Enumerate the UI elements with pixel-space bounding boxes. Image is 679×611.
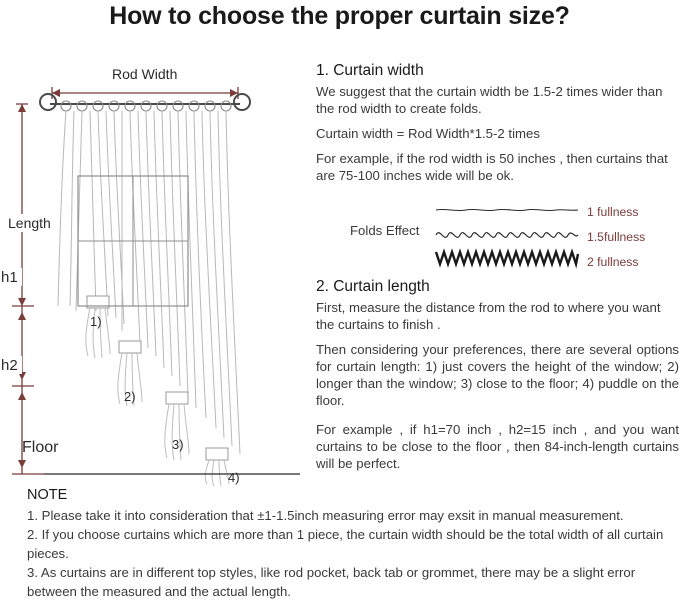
note-block xyxy=(27,487,667,601)
section-1-heading: 1. Curtain width xyxy=(316,62,424,79)
note-line-2: 2. If you choose curtains which are more than 1 piece, the curtain width should be the total width of all curtain pieces. xyxy=(27,527,664,561)
page-title: How to choose the proper curtain size? xyxy=(109,2,570,30)
svg-text:h2: h2 xyxy=(1,357,18,374)
svg-text:1): 1) xyxy=(90,314,102,329)
section-1-paragraph-2: For example, if the rod width is 50 inches , then curtains that are 75-100 inches wide will be ok. xyxy=(316,151,668,183)
svg-text:4): 4) xyxy=(228,470,240,485)
instructions-column xyxy=(316,62,679,472)
section-1-paragraph-1: We suggest that the curtain width be 1.5-2 times wider than the rod width to create folds. xyxy=(316,84,663,116)
note-title: NOTE xyxy=(27,487,68,503)
curtain-diagram xyxy=(0,56,320,486)
section-2-paragraph-1: First, measure the distance from the rod to where you want the curtains to finish . xyxy=(316,300,661,332)
section-1-formula: Curtain width = Rod Width*1.5-2 times xyxy=(316,126,540,141)
section-2-paragraph-2: Then considering your preferences, there are several options for curtain length: 1) just covers the height of the window; 2) longer than the window; 3) close to the floor; 4) puddle on the floor. xyxy=(316,342,679,408)
svg-text:h1: h1 xyxy=(1,269,18,286)
svg-text:Length: Length xyxy=(8,215,51,231)
svg-text:2): 2) xyxy=(124,389,136,404)
fullness-label-1: 1 fullness xyxy=(587,205,639,219)
note-line-1: 1. Please take it into consideration that ±1-1.5inch measuring error may exsit in manual measurement. xyxy=(27,508,624,523)
folds-effect-diagram xyxy=(316,194,679,272)
section-2-paragraph-3: For example , if h1=70 inch , h2=15 inch , and you want curtains to be close to the floor , then 84-inch-length curtains will be perfect. xyxy=(316,422,679,471)
svg-text:Floor: Floor xyxy=(22,439,59,456)
note-line-3: 3. As curtains are in different top styles, like rod pocket, back tab or grommet, there may be a slight error between the measured and the actual length. xyxy=(27,565,636,599)
folds-effect-label: Folds Effect xyxy=(350,223,420,238)
section-2-heading: 2. Curtain length xyxy=(316,278,430,295)
rod-width-caption: Rod Width xyxy=(108,66,181,82)
fullness-label-3: 2 fullness xyxy=(587,255,639,269)
svg-text:3): 3) xyxy=(172,437,184,452)
fullness-label-2: 1.5fullness xyxy=(587,230,646,244)
